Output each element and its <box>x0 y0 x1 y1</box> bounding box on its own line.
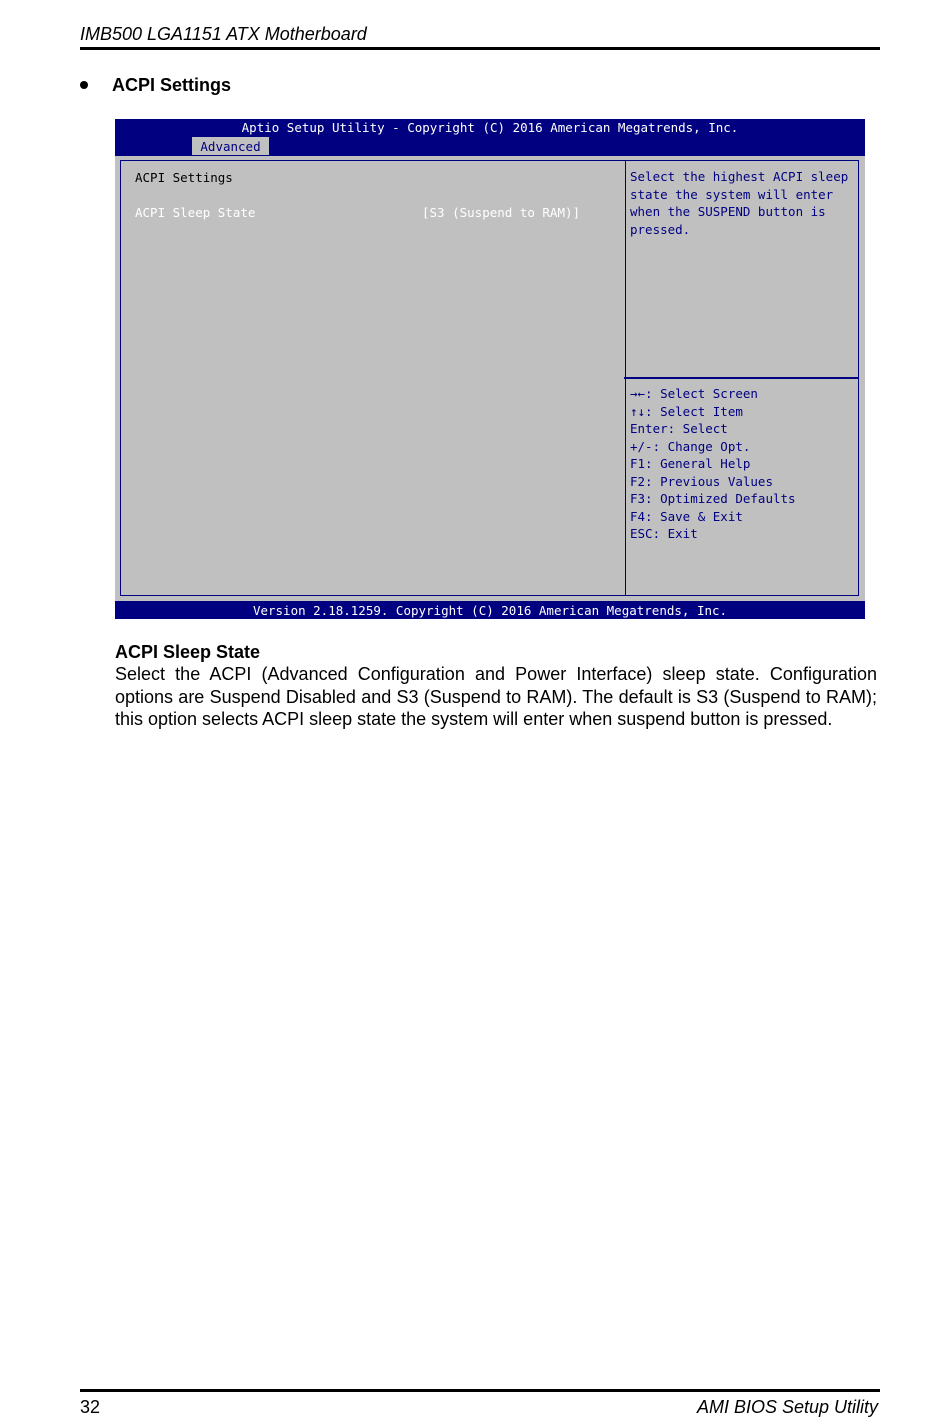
bios-help-panel <box>624 160 859 379</box>
bullet-icon <box>80 81 88 89</box>
bios-section-title: ACPI Settings <box>135 170 233 185</box>
section-heading <box>80 73 231 97</box>
bios-key-list <box>630 385 856 543</box>
footer-rule <box>80 1389 880 1392</box>
acpi-sleep-state-value[interactable]: [S3 (Suspend to RAM)] <box>422 205 581 220</box>
bios-keys-panel <box>624 377 859 596</box>
bios-screenshot <box>115 119 865 619</box>
key-hint: F1: General Help <box>630 456 751 471</box>
section-heading-text: ACPI Settings <box>112 75 232 95</box>
key-hint: +/-: Change Opt. <box>630 438 751 454</box>
page-number: 32 <box>80 1397 101 1417</box>
bios-title-bar <box>115 119 865 156</box>
bios-version-bar: Version 2.18.1259. Copyright (C) 2016 American Megatrends, Inc. <box>115 601 865 619</box>
page-header-title: IMB500 LGA1151 ATX Motherboard <box>80 24 367 44</box>
key-hint: ↑↓: Select Item <box>630 403 743 419</box>
key-hint: ESC: Exit <box>630 526 698 541</box>
tab-advanced[interactable]: Advanced <box>192 137 269 155</box>
bios-help-text: Select the highest ACPI sleep state the system will enter when the SUSPEND button is pressed. <box>630 169 849 237</box>
key-hint: F2: Previous Values <box>630 473 773 489</box>
key-hint: F4: Save & Exit <box>630 508 743 524</box>
description-heading: ACPI Sleep State <box>115 642 261 662</box>
key-hint: →←: Select Screen <box>630 386 758 401</box>
header-rule <box>80 47 880 50</box>
acpi-sleep-state-option[interactable]: ACPI Sleep State <box>135 205 256 220</box>
key-hint: Enter: Select <box>630 421 728 436</box>
bios-title-text: Aptio Setup Utility - Copyright (C) 2016 American Megatrends, Inc. <box>241 120 739 135</box>
description-body: Select the ACPI (Advanced Configuration and Power Interface) sleep state. Configuration options are Suspend Disabled and S3 (Suspend to RAM). The default is S3 (Suspend to RAM); this option selects ACPI sleep state the system will enter when suspend button is pressed. <box>115 664 877 729</box>
bios-settings-panel <box>120 160 626 596</box>
key-hint: F3: Optimized Defaults <box>630 491 796 506</box>
footer-title: AMI BIOS Setup Utility <box>696 1397 878 1417</box>
